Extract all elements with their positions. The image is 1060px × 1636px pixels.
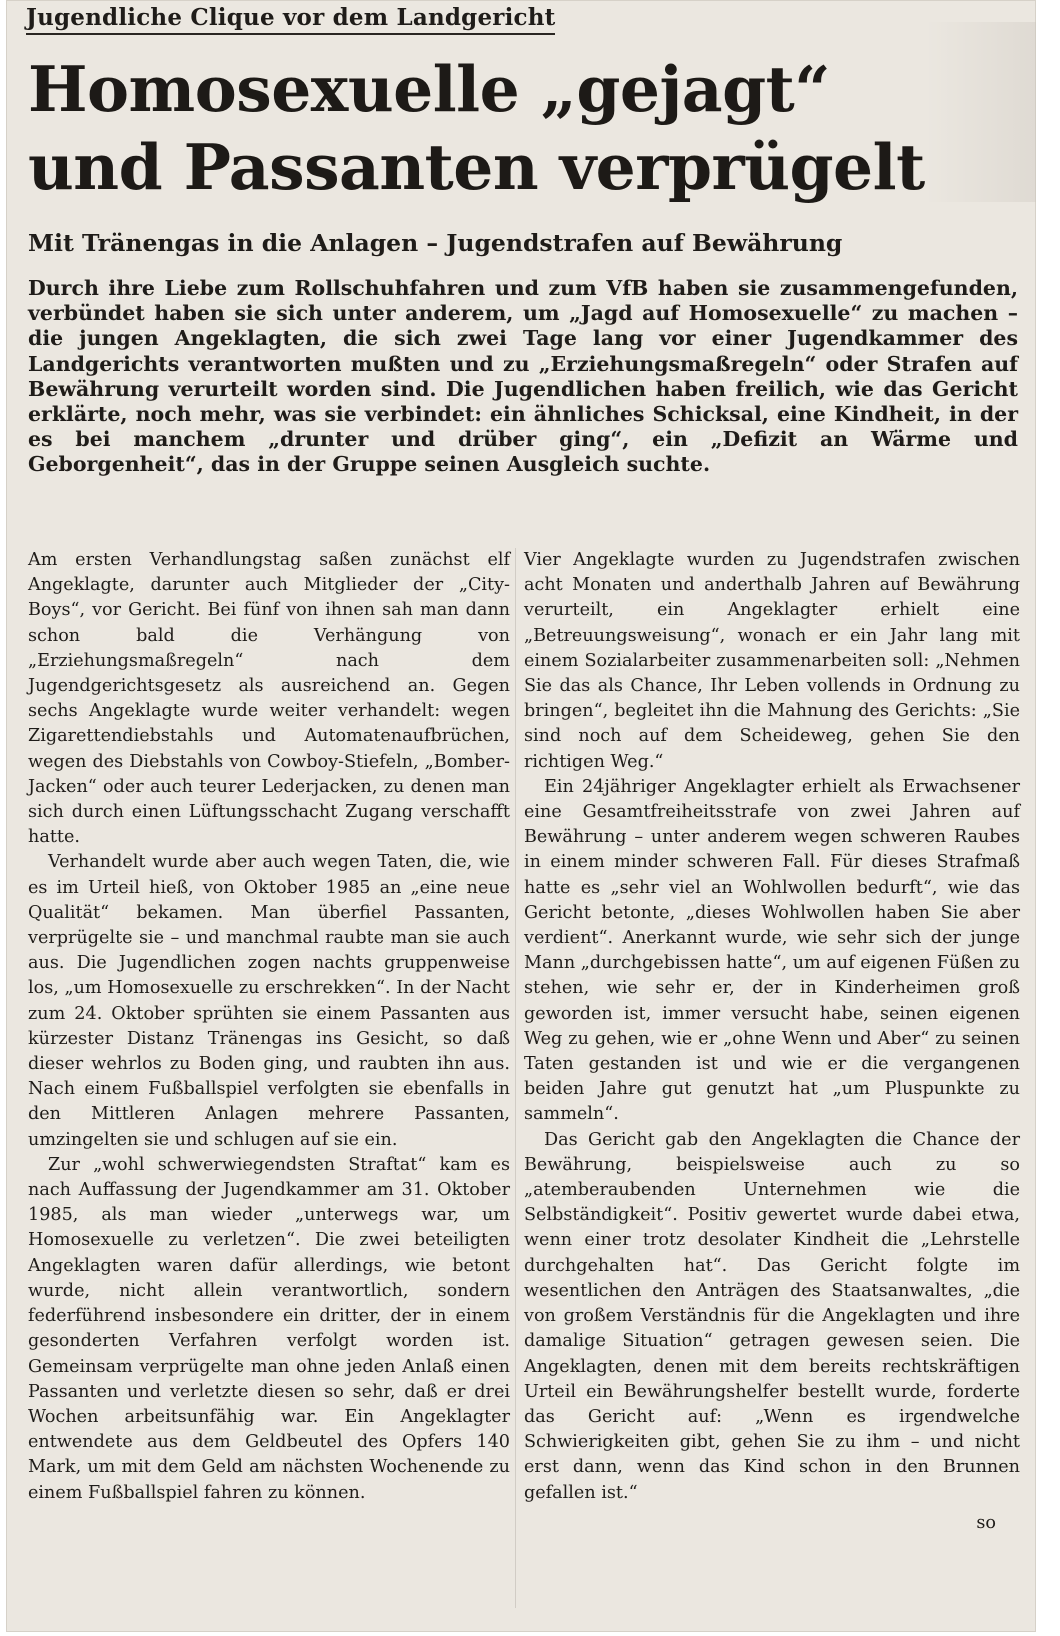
author-signature: so [976, 1513, 996, 1533]
headline-line-1: Homosexuelle „gejagt“ [28, 52, 830, 126]
headline [28, 50, 1018, 206]
body-paragraph: Vier Angeklagte wurden zu Jugendstrafen zwischen acht Monaten und anderthalb Jahren auf Bewährung verurteilt, ein Angeklagter erhielt eine „Betreuungsweisung“, wonach er ein Jahr lang mit einem Sozialarbeiter zusammenarbeiten soll: „Nehmen Sie das als Chance, Ihr Leben vollends in Ordnung zu bringen“, begleitet ihn die Mahnung des Gerichts: „Sie sind noch auf dem Scheideweg, gehen Sie den richtigen Weg.“ [524, 550, 1020, 772]
left-column [28, 548, 510, 1506]
body-paragraph: Am ersten Verhandlungstag saßen zunächst elf Angeklagte, darunter auch Mitglieder der „City-Boys“, vor Gericht. Bei fünf von ihnen sah man dann schon bald die Verhängung von „Erziehungsmaßregeln“ nach dem Jugendgerichtsgesetz als ausreichend an. Gegen sechs Angeklagte wurde weiter verhandelt: wegen Zigarettendiebstahls und Automatenaufbrüchen, wegen des Diebstahls von Cowboy-Stiefeln, „Bomber-Jacken“ oder auch teurer Lederjacken, zu denen man sich durch einen Lüftungsschacht Zugang verschafft hatte. [28, 550, 510, 848]
body-paragraph: Zur „wohl schwerwiegendsten Straftat“ kam es nach Auffassung der Jugendkammer am 31. Oktober 1985, als man wieder „unterwegs war, um Homosexuelle zu verletzen“. Die zwei beteiligten Angeklagten waren dafür allerdings, wie betont wurde, nicht allein verantwortlich, sondern federführend insbesondere ein dritter, der in einem gesonderten Verfahren verfolgt worden ist. Gemeinsam verprügelte man ohne jeden Anlaß einen Passanten und verletzte diesen so sehr, daß er drei Wochen arbeitsunfähig war. Ein Angeklagter entwendete aus dem Geldbeutel des Opfers 140 Mark, um mit dem Geld am nächsten Wochenende zu einem Fußballspiel fahren zu können. [28, 1154, 510, 1503]
headline-line-2: und Passanten verprügelt [28, 130, 925, 204]
kicker: Jugendliche Clique vor dem Landgericht [26, 4, 555, 35]
right-column [524, 548, 1020, 1506]
body-paragraph: Verhandelt wurde aber auch wegen Taten, die, wie es im Urteil hieß, von Oktober 1985 an „eine neue Qualität“ bekamen. Man überfiel Passanten, verprügelte sie – und manchmal raubte man sie auch aus. Die Jugendlichen zogen nachts gruppenweise los, „um Homosexuelle zu erschrekken“. In der Nacht zum 24. Oktober sprühten sie einem Passanten aus kürzester Distanz Tränengas ins Gesicht, so daß dieser wehrlos zu Boden ging, und raubten ihn aus. Nach einem Fußballspiel verfolgten sie ebenfalls in den Mittleren Anlagen mehrere Passanten, umzingelten sie und schlugen auf sie ein. [28, 852, 510, 1150]
body-paragraph: Das Gericht gab den Angeklagten die Chance der Bewährung, beispielsweise auch zu so „atemberaubenden Unternehmen wie die Selbständigkeit“. Positiv gewertet wurde dabei etwa, wenn einer trotz desolater Kindheit die „Lehrstelle durchgehalten hat“. Das Gericht folgte im wesentlichen den Anträgen des Staatsanwaltes, „die von großem Verständnis für die Angeklagten und ihre damalige Situation“ getragen gewesen seien. Die Angeklagten, denen mit dem bereits rechtskräftigen Urteil ein Bewährungshelfer bestellt wurde, forderte das Gericht auf: „Wenn es irgendwelche Schwierigkeiten gibt, gehen Sie zu ihm – und nicht erst dann, wenn das Kind schon in den Brunnen gefallen ist.“ [524, 1129, 1020, 1503]
newspaper-clipping [6, 0, 1036, 1632]
subheadline: Mit Tränengas in die Anlagen – Jugendstrafen auf Bewährung [28, 229, 843, 257]
lead-paragraph: Durch ihre Liebe zum Rollschuhfahren und zum VfB haben sie zusammengefunden, verbündet haben sie sich unter anderem, um „Jagd auf Homosexuelle“ zu machen – die jungen Angeklagten, die sich zwei Tage lang vor einer Jugendkammer des Landgerichts verantworten mußten und zu „Erziehungsmaßregeln“ oder Strafen auf Bewährung verurteilt worden sind. Die Jugendlichen haben freilich, wie das Gericht erklärte, noch mehr, was sie verbindet: ein ähnliches Schicksal, eine Kindheit, in der es bei manchem „drunter und drüber ging“, ein „Defizit an Wärme und Geborgenheit“, das in der Gruppe seinen Ausgleich suchte. [28, 276, 1018, 477]
column-divider [515, 548, 516, 1608]
body-paragraph: Ein 24jähriger Angeklagter erhielt als Erwachsener eine Gesamtfreiheitsstrafe von zwei Jahren auf Bewährung – unter anderem wegen schweren Raubes in einem minder schweren Fall. Für dieses Strafmaß hatte es „sehr viel an Wohlwollen bedurft“, wie das Gericht betonte, „dieses Wohlwollen haben Sie aber verdient“. Anerkannt wurde, wie sehr sich der junge Mann „durchgebissen hatte“, um auf eigenen Füßen zu stehen, wie sehr er, der in Kinderheimen groß geworden ist, immer versucht habe, seinen eigenen Weg zu gehen, wie er „ohne Wenn und Aber“ zu seinen Taten gestanden ist und wie er die vergangenen beiden Jahre gut genutzt hat „um Pluspunkte zu sammeln“. [524, 776, 1020, 1125]
